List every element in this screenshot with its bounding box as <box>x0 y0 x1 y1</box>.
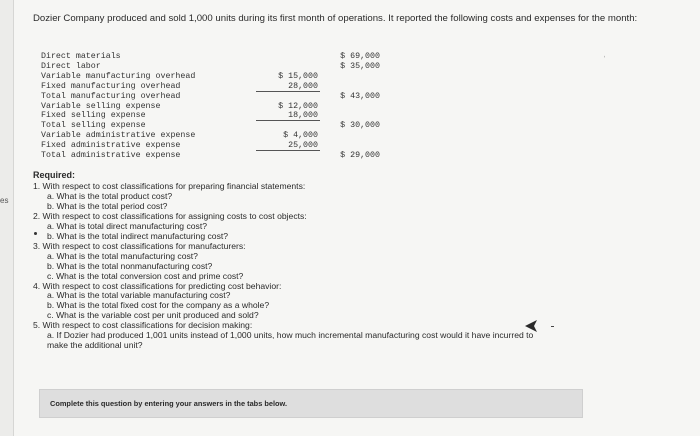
cost-row-label: Variable administrative expense <box>41 131 196 141</box>
required-question: 4. With respect to cost classifications for predicting cost behavior: <box>33 280 282 291</box>
cost-row-mid-value: $ 15,000 <box>278 71 318 81</box>
subtotal-underline <box>256 91 320 92</box>
cost-row-label: Fixed manufacturing overhead <box>41 81 181 91</box>
cost-row-label: Fixed administrative expense <box>41 141 181 151</box>
scribble-mark: ʹ <box>604 56 606 63</box>
required-title: Required: <box>33 170 76 180</box>
cost-row-label: Total administrative expense <box>41 151 181 160</box>
required-subquestion: a. What is the total product cost? <box>47 190 173 201</box>
required-subquestion: b. What is the total period cost? <box>47 200 168 211</box>
cost-row-label: Direct materials <box>41 52 121 61</box>
cost-row-right-value: $ 30,000 <box>340 121 380 131</box>
required-subquestion: make the additional unit? <box>47 340 143 351</box>
cost-row-right-value: $ 43,000 <box>340 91 380 101</box>
stray-mark <box>551 326 554 327</box>
cost-row-mid-value: 25,000 <box>288 141 318 151</box>
cost-row-right-value: $ 69,000 <box>340 52 380 61</box>
required-subquestion: b. What is the total indirect manufacturing cost? <box>47 230 229 241</box>
required-question: 2. With respect to cost classifications for assigning costs to cost objects: <box>33 210 307 221</box>
cost-row-mid-value: $ 4,000 <box>283 131 318 141</box>
required-subquestion: b. What is the total nonmanufacturing cost? <box>47 260 213 271</box>
required-question: 1. With respect to cost classifications for preparing financial statements: <box>33 181 306 191</box>
cost-row-label: Variable selling expense <box>41 101 161 111</box>
subtotal-underline <box>256 150 320 151</box>
required-subquestion: a. What is total direct manufacturing cost? <box>47 220 208 231</box>
problem-intro: Dozier Company produced and sold 1,000 units during its first month of operations. It reported the following costs and expenses for the month: <box>33 13 638 24</box>
cost-row-label: Direct labor <box>41 61 101 71</box>
mouse-cursor-icon <box>524 318 540 334</box>
cost-row-label: Total manufacturing overhead <box>41 91 181 101</box>
required-question: 3. With respect to cost classifications for manufacturers: <box>33 240 246 251</box>
subtotal-underline <box>256 120 320 121</box>
left-sidebar-strip <box>0 0 14 436</box>
required-subquestion: a. If Dozier had produced 1,001 units instead of 1,000 units, how much incremental manufacturing cost would it have incurred to <box>47 330 534 341</box>
bullet-dot <box>34 232 37 235</box>
cost-row-label: Variable manufacturing overhead <box>41 71 196 81</box>
required-subquestion: a. What is the total manufacturing cost? <box>47 250 198 261</box>
cost-row-label: Fixed selling expense <box>41 111 146 121</box>
required-question: 5. With respect to cost classifications for decision making: <box>33 320 253 331</box>
cost-row-mid-value: $ 12,000 <box>278 101 318 111</box>
required-subquestion: c. What is the total conversion cost and prime cost? <box>47 270 244 281</box>
required-subquestion: c. What is the variable cost per unit produced and sold? <box>47 310 259 321</box>
cost-row-right-value: $ 35,000 <box>340 61 380 71</box>
required-subquestion: b. What is the total fixed cost for the company as a whole? <box>47 300 270 311</box>
tabs-instruction-text: Complete this question by entering your answers in the tabs below. <box>50 399 288 408</box>
required-subquestion: a. What is the total variable manufacturing cost? <box>47 290 231 301</box>
tabs-instruction-box <box>39 389 583 418</box>
cost-row-mid-value: 18,000 <box>288 111 318 121</box>
cost-row-right-value: $ 29,000 <box>340 151 380 160</box>
sidebar-fragment-text: es <box>0 196 9 205</box>
cost-row-mid-value: 28,000 <box>288 81 318 91</box>
cost-row-label: Total selling expense <box>41 121 146 131</box>
